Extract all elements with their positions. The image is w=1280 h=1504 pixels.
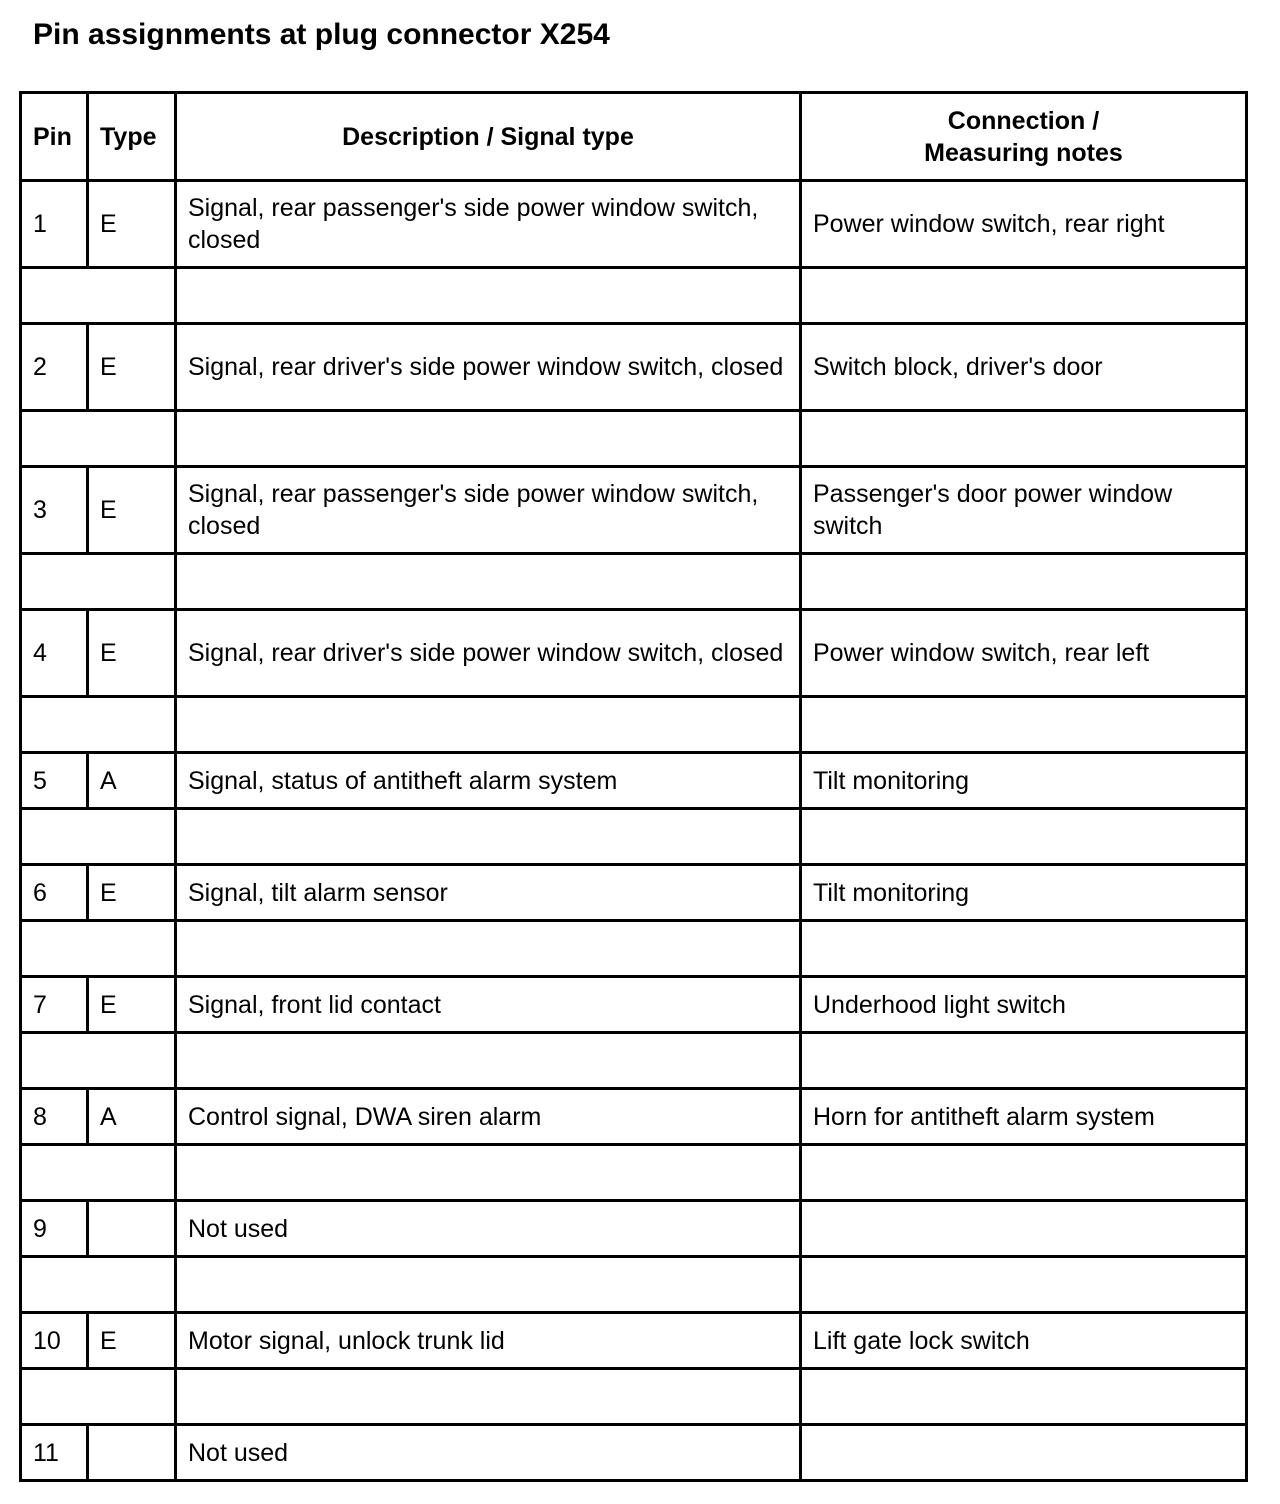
header-row xyxy=(21,93,1247,181)
description-cell: Signal, rear driver's side power window switch, closed xyxy=(176,324,801,411)
header-type: Type xyxy=(88,93,176,181)
pin-cell: 9 xyxy=(21,1201,88,1257)
pin-cell: 4 xyxy=(21,610,88,697)
description-cell: Control signal, DWA siren alarm xyxy=(176,1089,801,1145)
table-row xyxy=(21,1313,1247,1369)
header-connection-line1: Connection / xyxy=(947,106,1100,135)
table-row xyxy=(21,181,1247,268)
description-cell: Signal, rear driver's side power window switch, closed xyxy=(176,610,801,697)
table-row xyxy=(21,977,1247,1033)
connection-cell: Switch block, driver's door xyxy=(801,324,1247,411)
type-cell: E xyxy=(88,467,176,554)
type-cell: E xyxy=(88,610,176,697)
type-cell: E xyxy=(88,977,176,1033)
description-cell: Motor signal, unlock trunk lid xyxy=(176,1313,801,1369)
description-cell: Signal, rear passenger's side power window switch, closed xyxy=(176,181,801,268)
spacer-row xyxy=(21,411,1247,467)
spacer-row xyxy=(21,1369,1247,1425)
connection-cell: Lift gate lock switch xyxy=(801,1313,1247,1369)
connection-cell: Underhood light switch xyxy=(801,977,1247,1033)
table-row xyxy=(21,467,1247,554)
page-title: Pin assignments at plug connector X254 xyxy=(33,18,610,51)
table-row xyxy=(21,324,1247,411)
type-cell xyxy=(88,1201,176,1257)
connection-cell: Horn for antitheft alarm system xyxy=(801,1089,1247,1145)
spacer-row xyxy=(21,1257,1247,1313)
pin-cell: 7 xyxy=(21,977,88,1033)
pin-cell: 8 xyxy=(21,1089,88,1145)
connection-cell: Tilt monitoring xyxy=(801,865,1247,921)
pin-cell: 3 xyxy=(21,467,88,554)
table-row xyxy=(21,1201,1247,1257)
type-cell: E xyxy=(88,324,176,411)
header-description: Description / Signal type xyxy=(176,93,801,181)
pin-cell: 5 xyxy=(21,753,88,809)
table-row xyxy=(21,1089,1247,1145)
connection-cell: Passenger's door power window switch xyxy=(801,467,1247,554)
connection-cell: Power window switch, rear right xyxy=(801,181,1247,268)
type-cell: A xyxy=(88,753,176,809)
table-row xyxy=(21,753,1247,809)
connection-cell xyxy=(801,1201,1247,1257)
spacer-row xyxy=(21,1033,1247,1089)
description-cell: Signal, tilt alarm sensor xyxy=(176,865,801,921)
type-cell: A xyxy=(88,1089,176,1145)
connection-cell: Tilt monitoring xyxy=(801,753,1247,809)
pin-cell: 1 xyxy=(21,181,88,268)
type-cell xyxy=(88,1425,176,1481)
pin-assignment-table xyxy=(19,91,1248,1482)
spacer-row xyxy=(21,809,1247,865)
type-cell: E xyxy=(88,865,176,921)
table-row xyxy=(21,1425,1247,1481)
pin-cell: 2 xyxy=(21,324,88,411)
spacer-row xyxy=(21,554,1247,610)
type-cell: E xyxy=(88,1313,176,1369)
header-pin: Pin xyxy=(21,93,88,181)
description-cell: Signal, rear passenger's side power window switch, closed xyxy=(176,467,801,554)
description-cell: Signal, status of antitheft alarm system xyxy=(176,753,801,809)
description-cell: Not used xyxy=(176,1201,801,1257)
pin-cell: 6 xyxy=(21,865,88,921)
spacer-row xyxy=(21,1145,1247,1201)
table-row xyxy=(21,610,1247,697)
spacer-row xyxy=(21,921,1247,977)
pin-cell: 10 xyxy=(21,1313,88,1369)
connection-cell xyxy=(801,1425,1247,1481)
pin-cell: 11 xyxy=(21,1425,88,1481)
spacer-row xyxy=(21,697,1247,753)
connection-cell: Power window switch, rear left xyxy=(801,610,1247,697)
header-connection xyxy=(801,93,1247,181)
table-row xyxy=(21,865,1247,921)
spacer-row xyxy=(21,268,1247,324)
description-cell: Not used xyxy=(176,1425,801,1481)
header-connection-line2: Measuring notes xyxy=(924,138,1123,167)
description-cell: Signal, front lid contact xyxy=(176,977,801,1033)
type-cell: E xyxy=(88,181,176,268)
